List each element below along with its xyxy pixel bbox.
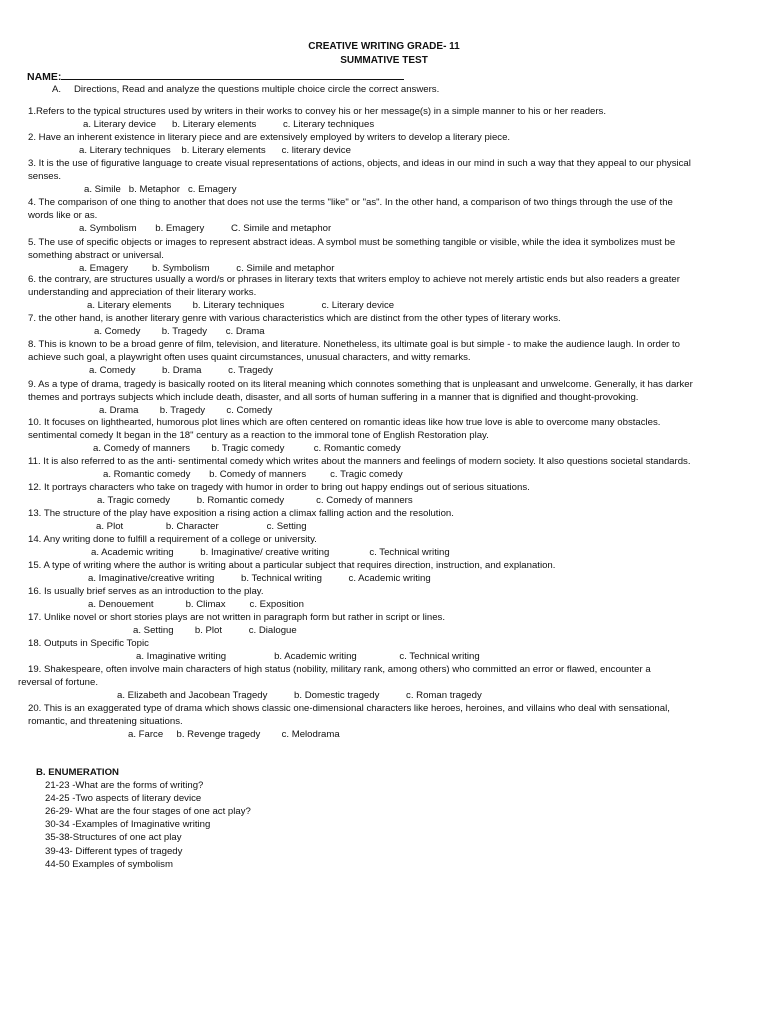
directions-letter: A. bbox=[52, 84, 62, 95]
name-label: NAME: bbox=[27, 71, 62, 83]
question-18-options[interactable]: a. Imaginative writing b. Academic writing c. Technical writing bbox=[136, 651, 480, 662]
question-16-options[interactable]: a. Denouement b. Climax c. Exposition bbox=[88, 599, 304, 610]
question-19-text: 19. Shakespeare, often involve main characters of high status (nobility, military rank, among others) who committed an error or flawed, encounter a bbox=[28, 664, 651, 675]
enumeration-item: 35-38-Structures of one act play bbox=[45, 832, 182, 844]
enumeration-item: 44-50 Examples of symbolism bbox=[45, 858, 173, 870]
enumeration-item: 39-43- Different types of tragedy bbox=[45, 845, 183, 857]
question-9-options[interactable]: a. Drama b. Tragedy c. Comedy bbox=[99, 405, 273, 416]
question-17-options[interactable]: a. Setting b. Plot c. Dialogue bbox=[133, 625, 297, 636]
question-14-options[interactable]: a. Academic writing b. Imaginative/ creative writing c. Technical writing bbox=[91, 547, 450, 558]
question-10-options[interactable]: a. Comedy of manners b. Tragic comedy c. Romantic comedy bbox=[93, 443, 401, 454]
question-7-options[interactable]: a. Comedy b. Tragedy c. Drama bbox=[94, 326, 265, 337]
question-15-text: 15. A type of writing where the author is writing about a particular subject that requires direction, instruction, and explanation. bbox=[28, 560, 556, 571]
question-3-text: senses. bbox=[28, 171, 62, 182]
enumeration-item: 21-23 -What are the forms of writing? bbox=[45, 780, 204, 791]
question-11-options[interactable]: a. Romantic comedy b. Comedy of manners c. Tragic comedy bbox=[103, 469, 403, 480]
question-1-options[interactable]: a. Literary device b. Literary elements c. Literary techniques bbox=[83, 119, 375, 130]
question-4-text: 4. The comparison of one thing to another that does not use the terms "like" or "as". In the other hand, a comparison of two things through the use of the bbox=[28, 197, 673, 208]
directions bbox=[52, 83, 439, 96]
enumeration-item: 24-25 -Two aspects of literary device bbox=[45, 793, 202, 805]
page-title: CREATIVE WRITING GRADE- 11 bbox=[308, 41, 460, 52]
question-1-text: 1.Refers to the typical structures used by writers in their works to convey his or her message(s) in a simple manner to his or her readers. bbox=[28, 106, 606, 117]
question-2-text: 2. Have an inherent existence in literary piece and are extensively employed by writers to develop a literary piece. bbox=[28, 132, 511, 143]
question-14-text: 14. Any writing done to fulfill a requirement of a college or university. bbox=[28, 534, 317, 545]
question-10-text: sentimental comedy It began in the 18" century as a reaction to the immoral tone of English Restoration play. bbox=[28, 430, 489, 441]
name-row bbox=[27, 69, 404, 84]
enumeration-item: 26-29- What are the four stages of one act play? bbox=[45, 806, 251, 818]
question-18-text: 18. Outputs in Specific Topic bbox=[28, 638, 149, 649]
name-blank-line[interactable] bbox=[61, 69, 404, 80]
question-6-options[interactable]: a. Literary elements b. Literary techniques c. Literary device bbox=[87, 300, 395, 311]
question-5-text: 5. The use of specific objects or images to represent abstract ideas. A symbol must be something tangible or visible, while the idea it symbolizes must be bbox=[28, 237, 676, 248]
question-17-text: 17. Unlike novel or short stories plays are not written in paragraph form but rather in script or lines. bbox=[28, 612, 445, 623]
question-13-text: 13. The structure of the play have exposition a rising action a climax falling action and the resolution. bbox=[28, 508, 454, 519]
question-19-text: reversal of fortune. bbox=[18, 677, 98, 688]
question-4-options[interactable]: a. Symbolism b. Emagery C. Simile and metaphor bbox=[79, 223, 332, 234]
enumeration-heading: B. ENUMERATION bbox=[36, 767, 119, 778]
question-20-text: romantic, and threatening situations. bbox=[28, 716, 183, 727]
question-3-options[interactable]: a. Simile b. Metaphor c. Emagery bbox=[84, 184, 237, 195]
question-6-text: 6. the contrary, are structures usually a word/s or phrases in literary texts that writers employ to achieve not merely artistic ends but also readers a greater bbox=[28, 274, 680, 285]
question-7-text: 7. the other hand, is another literary genre with various characteristics which are distinct from the other types of literary works. bbox=[28, 313, 561, 324]
directions-text: Directions, Read and analyze the questions multiple choice circle the correct answers. bbox=[74, 84, 440, 95]
question-11-text: 11. It is also referred to as the anti- sentimental comedy which writes about the manners and feelings of modern society. It also questions societal standards. bbox=[28, 456, 691, 467]
question-20-options[interactable]: a. Farce b. Revenge tragedy c. Melodrama bbox=[128, 729, 340, 740]
question-12-options[interactable]: a. Tragic comedy b. Romantic comedy c. Comedy of manners bbox=[97, 495, 413, 506]
question-5-text: something abstract or universal. bbox=[28, 250, 164, 261]
question-20-text: 20. This is an exaggerated type of drama which shows classic one-dimensional characters like heroes, heroines, and villains who deal with sensational, bbox=[28, 703, 670, 714]
question-8-text: 8. This is known to be a broad genre of film, television, and literature. Nonetheless, its ultimate goal is but simple - to make the audience laugh. In order to bbox=[28, 339, 681, 350]
question-9-text: themes and portrays subjects which include death, disaster, and all sorts of human suffering in a manner that is dignified and thought-provoking. bbox=[28, 392, 639, 403]
question-8-text: achieve such goal, a playwright often uses quaint circumstances, unusual characters, and witty remarks. bbox=[28, 352, 471, 363]
question-2-options[interactable]: a. Literary techniques b. Literary elements c. literary device bbox=[79, 145, 351, 156]
question-13-options[interactable]: a. Plot b. Character c. Setting bbox=[96, 521, 307, 532]
question-16-text: 16. Is usually brief serves as an introduction to the play. bbox=[28, 586, 264, 597]
question-8-options[interactable]: a. Comedy b. Drama c. Tragedy bbox=[89, 365, 273, 376]
enumeration-item: 30-34 -Examples of Imaginative writing bbox=[45, 819, 211, 831]
page-subtitle: SUMMATIVE TEST bbox=[340, 55, 428, 66]
question-4-text: words like or as. bbox=[28, 210, 98, 221]
question-5-options[interactable]: a. Emagery b. Symbolism c. Simile and metaphor bbox=[79, 263, 335, 274]
question-12-text: 12. It portrays characters who take on tragedy with humor in order to bring out happy endings out of serious situations. bbox=[28, 482, 530, 493]
question-19-options[interactable]: a. Elizabeth and Jacobean Tragedy b. Domestic tragedy c. Roman tragedy bbox=[117, 690, 482, 701]
question-9-text: 9. As a type of drama, tragedy is basically rooted on its literal meaning which connotes something that is unpleasant and unwelcome. Generally, it has darker bbox=[28, 379, 693, 390]
question-10-text: 10. It focuses on lighthearted, humorous plot lines which are often centered on romantic ideas like how true love is able to overcome many obstacles. bbox=[28, 417, 661, 428]
question-3-text: 3. It is the use of figurative language to create visual representations of actions, objects, and ideas in our mind in such a way that they appeal to our physical bbox=[28, 158, 691, 169]
question-15-options[interactable]: a. Imaginative/creative writing b. Technical writing c. Academic writing bbox=[88, 573, 431, 584]
question-6-text: understanding and appreciation of their literary works. bbox=[28, 287, 257, 298]
